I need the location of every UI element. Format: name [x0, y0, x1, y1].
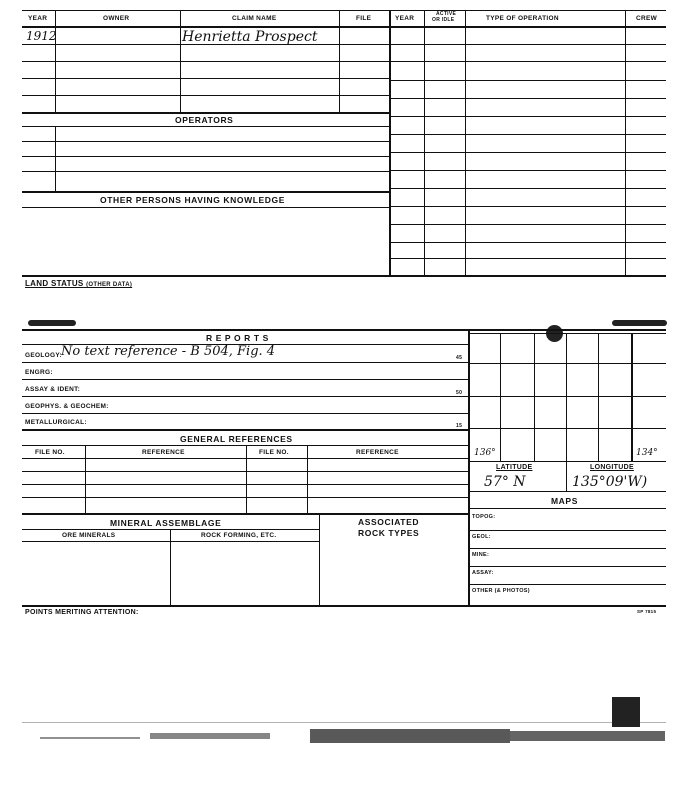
scan-smudge — [28, 320, 76, 326]
file-no-col: FILE NO. — [35, 449, 65, 456]
longitude-left-tick: 136° — [474, 448, 496, 458]
refs-divider — [307, 445, 308, 513]
longitude-right-tick: 134° — [636, 448, 658, 458]
geophys-label: GEOPHYS. & GEOCHEM: — [25, 403, 109, 410]
points-meriting-attention: POINTS MERITING ATTENTION: — [25, 609, 139, 616]
assay-label: ASSAY & IDENT: — [25, 386, 81, 393]
grid-vertical — [566, 333, 567, 461]
general-refs-line — [22, 458, 468, 459]
grid-horizontal — [468, 428, 666, 429]
general-refs-line — [22, 484, 468, 485]
grid-vertical — [500, 333, 501, 461]
header-claim-name: CLAIM NAME — [232, 15, 277, 22]
land-status-label — [25, 279, 132, 288]
ore-minerals-col: ORE MINERALS — [62, 532, 116, 539]
longitude-label: LONGITUDE — [590, 464, 634, 471]
year-divider — [424, 10, 425, 275]
grid-vertical — [631, 333, 633, 461]
right-row-line — [389, 188, 666, 189]
mineral-divider — [319, 513, 320, 605]
mineral-divider — [170, 529, 171, 605]
header-year: YEAR — [28, 15, 48, 22]
maps-line — [468, 566, 666, 567]
mineral-bottom-line — [22, 605, 666, 607]
rock-types-label: ROCK TYPES — [358, 528, 420, 538]
refs-divider — [246, 445, 247, 513]
maps-line — [468, 548, 666, 549]
num-15: 15 — [456, 423, 463, 429]
maps-top-line — [468, 491, 666, 492]
longitude-value: 135°09'W) — [572, 474, 648, 490]
crew-divider — [625, 10, 626, 275]
right-row-line — [389, 80, 666, 81]
operators-line — [22, 156, 389, 157]
header-file: FILE — [356, 15, 372, 22]
right-row-line — [389, 98, 666, 99]
operators-heading: OPERATORS — [175, 115, 234, 125]
other-persons-heading: OTHER PERSONS HAVING KNOWLEDGE — [100, 195, 286, 205]
mineral-top-line — [22, 513, 468, 515]
engrg-label: ENGRG: — [25, 369, 53, 376]
refs-divider — [85, 445, 86, 513]
grid-horizontal — [468, 363, 666, 364]
latitude-label: LATITUDE — [496, 464, 533, 471]
active-divider — [465, 10, 466, 275]
maps-geol: GEOL: — [472, 534, 491, 540]
operators-top-line — [22, 112, 389, 114]
maps-other: OTHER (& PHOTOS) — [472, 588, 530, 594]
lat-line — [468, 461, 666, 462]
right-row-line — [389, 61, 666, 62]
row-line — [22, 95, 389, 96]
associated-label: ASSOCIATED — [358, 517, 420, 527]
top-section-bottom-line — [22, 275, 666, 277]
maps-line — [468, 508, 666, 509]
maps-line — [468, 530, 666, 531]
maps-mine: MINE: — [472, 552, 490, 558]
main-vertical-divider — [389, 10, 391, 275]
right-row-line — [389, 206, 666, 207]
header-divider — [180, 10, 181, 26]
reports-line — [22, 379, 468, 380]
general-references-heading: GENERAL REFERENCES — [180, 434, 293, 444]
general-refs-line — [22, 497, 468, 498]
header-type-of-operation: TYPE OF OPERATION — [486, 15, 559, 22]
land-status-sub: (OTHER DATA) — [86, 282, 133, 288]
reports-line — [22, 396, 468, 397]
maps-topog: TOPOG: — [472, 514, 496, 520]
scan-noise — [40, 737, 140, 739]
num-45: 45 — [456, 355, 463, 361]
header-divider — [339, 10, 340, 26]
row-line — [22, 78, 389, 79]
right-row-line — [389, 242, 666, 243]
metallurgical-label: METALLURGICAL: — [25, 419, 87, 426]
geology-value: No text reference - B 504, Fig. 4 — [61, 344, 276, 359]
reports-line — [22, 413, 468, 414]
num-50: 50 — [456, 390, 463, 396]
right-row-line — [389, 134, 666, 135]
latitude-value: 57° N — [484, 474, 526, 490]
lat-lon-divider — [566, 461, 567, 491]
right-row-line — [389, 224, 666, 225]
scan-noise — [150, 733, 270, 739]
scan-smudge — [612, 320, 667, 326]
grid-horizontal — [468, 396, 666, 397]
form-number: SP 7815 — [637, 609, 657, 614]
grid-vertical — [598, 333, 599, 461]
reference-col-2: REFERENCE — [356, 449, 399, 456]
rock-forming-col: ROCK FORMING, ETC. — [201, 532, 277, 539]
operators-line — [22, 126, 389, 127]
geology-label: GEOLOGY: — [25, 352, 62, 359]
other-persons-top-line — [22, 191, 389, 193]
header-crew: CREW — [636, 15, 658, 22]
mineral-assemblage-heading: MINERAL ASSEMBLAGE — [110, 518, 222, 528]
maps-line — [468, 584, 666, 585]
reports-right-border — [468, 329, 470, 605]
reference-col: REFERENCE — [142, 449, 185, 456]
scan-noise — [310, 729, 510, 743]
grid-vertical — [534, 333, 535, 461]
scan-noise — [510, 731, 665, 741]
reports-line — [22, 362, 468, 363]
right-row-line — [389, 170, 666, 171]
grid-top — [468, 333, 666, 334]
operators-line — [22, 141, 389, 142]
operators-divider — [55, 126, 56, 191]
right-row-line — [389, 258, 666, 259]
maps-assay: ASSAY: — [472, 570, 494, 576]
header-owner: OWNER — [103, 15, 130, 22]
maps-heading: MAPS — [551, 496, 578, 506]
reports-heading: R E P O R T S — [206, 333, 269, 343]
header-year-2: YEAR — [395, 15, 415, 22]
general-refs-line — [22, 445, 468, 446]
top-border — [22, 10, 666, 11]
row-line — [22, 61, 389, 62]
header-divider — [55, 10, 56, 26]
general-refs-line — [22, 471, 468, 472]
right-row-line — [389, 44, 666, 45]
entry-year: 1912 — [26, 29, 57, 43]
entry-claim-name: Henrietta Prospect — [182, 29, 318, 45]
land-status-title: LAND STATUS — [25, 279, 84, 288]
scan-noise — [22, 722, 666, 723]
right-row-line — [389, 152, 666, 153]
other-persons-line — [22, 207, 389, 208]
row-divider — [180, 26, 181, 112]
right-row-line — [389, 116, 666, 117]
header-bottom-line — [22, 26, 666, 28]
row-divider — [339, 26, 340, 112]
general-refs-top-line — [22, 429, 468, 431]
operators-line — [22, 171, 389, 172]
header-or-idle: OR IDLE — [432, 17, 455, 23]
header-active: ACTIVE — [436, 11, 457, 17]
file-no-col-2: FILE NO. — [259, 449, 289, 456]
reports-top-line — [22, 329, 666, 331]
